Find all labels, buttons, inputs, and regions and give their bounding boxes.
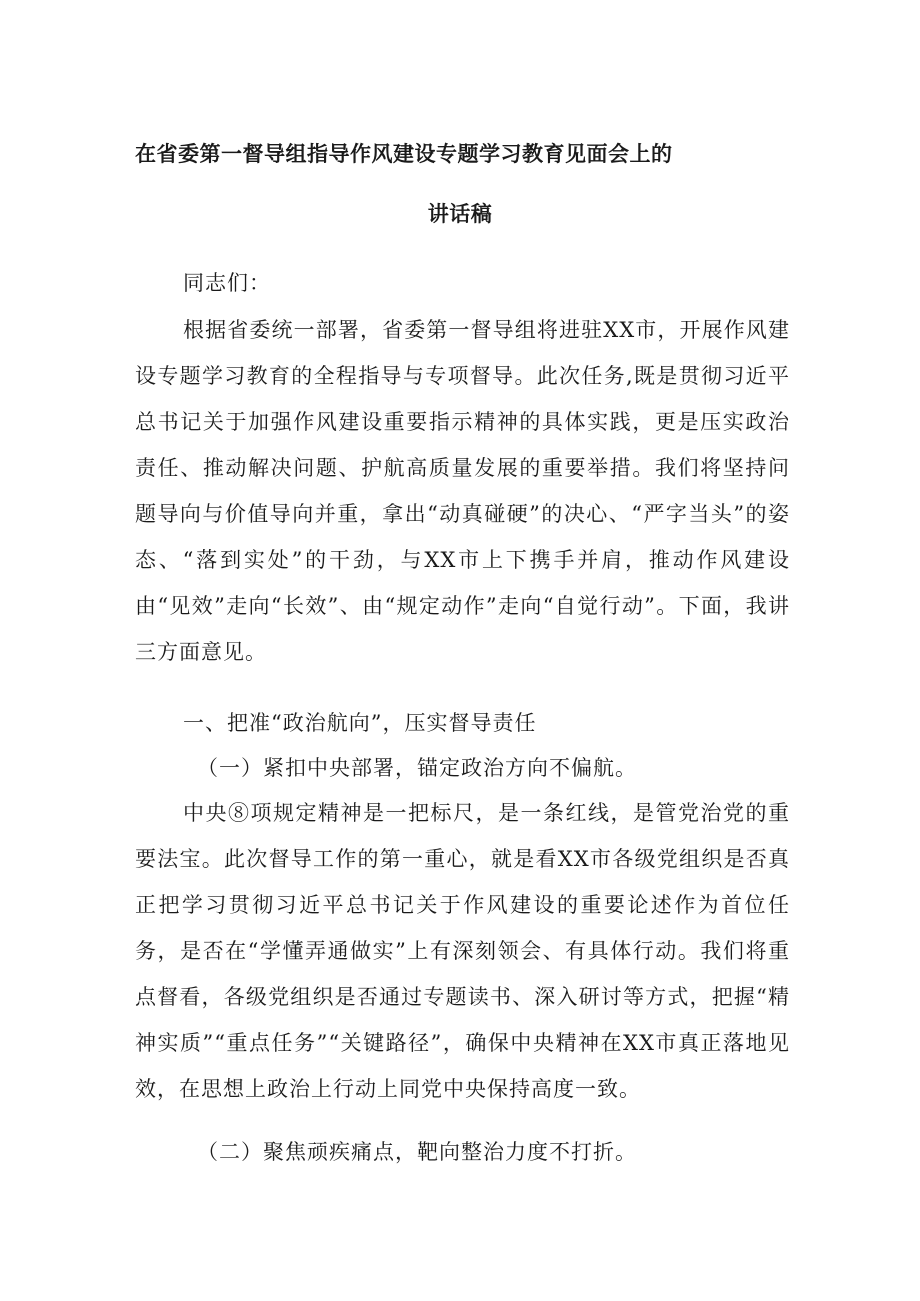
subsection-2-heading: （二）聚焦顽疾痛点，靶向整治力度不打折。 — [197, 1140, 637, 1164]
subsection-1-paragraph: 中央⑧项规定精神是一把标尺，是一条红线，是管党治党的重要法宝。此次督导工作的第一重心，就是看XX市各级党组织是否真正把学习贯彻习近平总书记关于作风建设的重要论述作为首位任务，是否在“学懂弄通做实”上有深刻领会、有具体行动。我们将重点督看，各级党组织是否通过专题读书、深入研讨等方式，把握“精神实质”“重点任务”“关键路径”，确保中央精神在XX市真正落地见效，在思想上政治上行动上同党中央保持高度一致。 — [135, 801, 790, 1101]
document-title-line-2: 讲话稿 — [427, 201, 493, 226]
section-1-heading: 一、把准“政治航向”，压实督导责任 — [183, 711, 537, 735]
salutation: 同志们： — [183, 271, 271, 295]
intro-paragraph: 根据省委统一部署，省委第一督导组将进驻XX市，开展作风建设专题学习教育的全程指导与专项督导。此次任务,既是贯彻习近平总书记关于加强作风建设重要指示精神的具体实践，更是压实政治责任、推动解决问题、护航高质量发展的重要举措。我们将坚持问题导向与价值导向并重，拿出“动真碰硬”的决心、“严字当头”的姿态、“落到实处”的干劲，与XX市上下携手并肩，推动作风建设由“见效”走向“长效”、由“规定动作”走向“自觉行动”。下面，我讲三方面意见。 — [135, 318, 790, 664]
document-title-line-1: 在省委第一督导组指导作风建设专题学习教育见面会上的 — [135, 141, 673, 166]
subsection-1-heading: （一）紧扣中央部署，锚定政治方向不偏航。 — [197, 756, 637, 780]
